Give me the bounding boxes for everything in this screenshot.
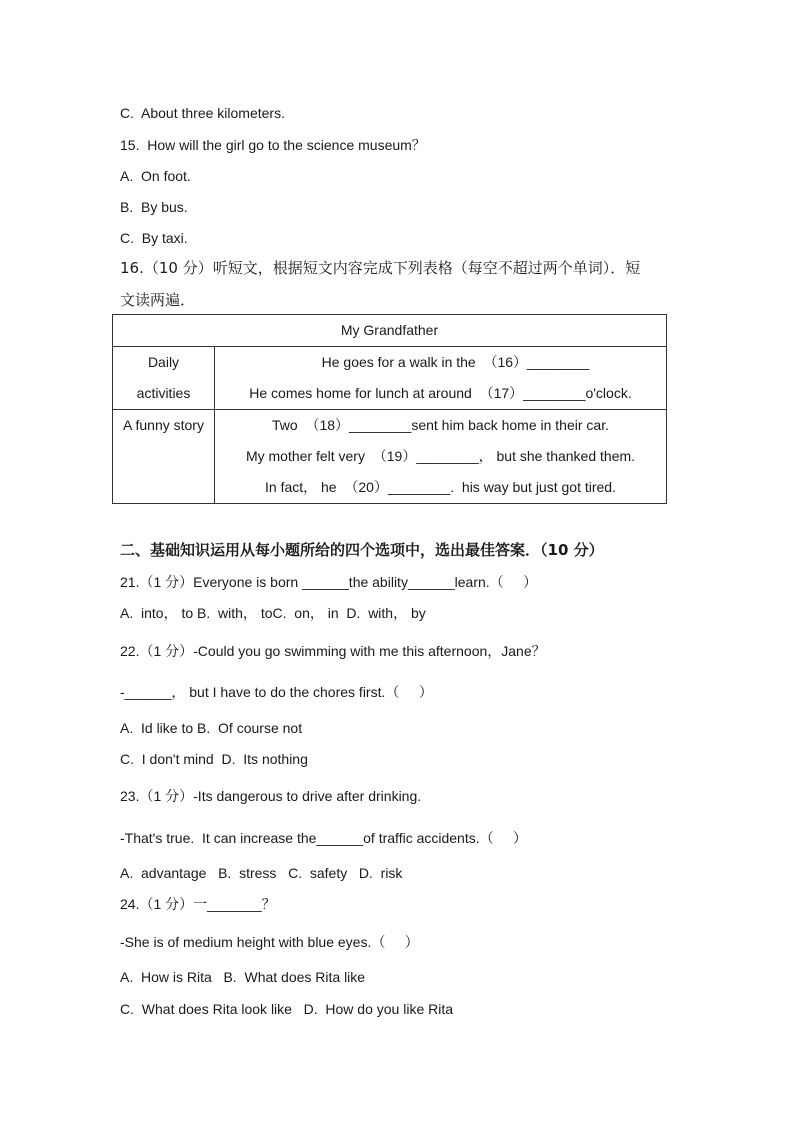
grandfather-table [112,314,667,504]
question-22-reply: -______， but I have to do the chores first.（ ） [120,684,433,700]
blank-18-line: Two （18）________sent him back home in their car. [272,417,609,433]
question-15: 15. How will the girl go to the science museum？ [120,137,426,153]
option-line: C. What does Rita look like D. How do you like Rita [120,1001,454,1017]
table-title: My Grandfather [340,322,439,338]
option-line: A. advantage B. stress C. safety D. risk [120,865,403,881]
question-23-reply: -That's true. It can increase the______of traffic accidents.（ ） [120,830,528,846]
blank-19-line: My mother felt very （19）________， but she thanked them. [245,448,636,464]
blank-17-line: He comes home for lunch at around （17）________o'clock. [249,385,632,401]
question-22: 22.（1 分）-Could you go swimming with me this afternoon，Jane？ [120,643,546,659]
question-16-continued: 文读两遍． [120,291,196,309]
blank-20-line: In fact， he （20）________. his way but just got tired. [265,479,616,495]
question-24: 24.（1 分）一_______？ [120,896,276,912]
row-label-activities: activities [136,385,191,401]
option-line: A. How is Rita B. What does Rita like [120,969,366,985]
option-line: A. Id like to B. Of course not [120,720,303,736]
option-line: C. By taxi. [120,230,188,246]
question-24-reply: -She is of medium height with blue eyes.（ ） [120,934,419,950]
question-21: 21.（1 分）Everyone is born ______the ability______learn.（ ） [120,574,538,590]
option-line: A. On foot. [120,168,191,184]
row-label-daily: Daily [147,354,180,370]
option-line: A. into， to B. with， toC. on， in D. with， by [120,605,426,621]
option-line: C. About three kilometers. [120,105,285,121]
question-23: 23.（1 分）-Its dangerous to drive after drinking. [120,788,422,804]
blank-16-line: He goes for a walk in the （16）________ [321,354,590,370]
question-16: 16.（10 分）听短文，根据短文内容完成下列表格（每空不超过两个单词）．短 [120,259,641,277]
row-label-funny-story: A funny story [123,417,204,433]
option-line: C. I don't mind D. Its nothing [120,751,308,767]
section-heading: 二、基础知识运用从每小题所给的四个选项中，选出最佳答案．（10 分） [120,541,604,559]
option-line: B. By bus. [120,199,188,215]
